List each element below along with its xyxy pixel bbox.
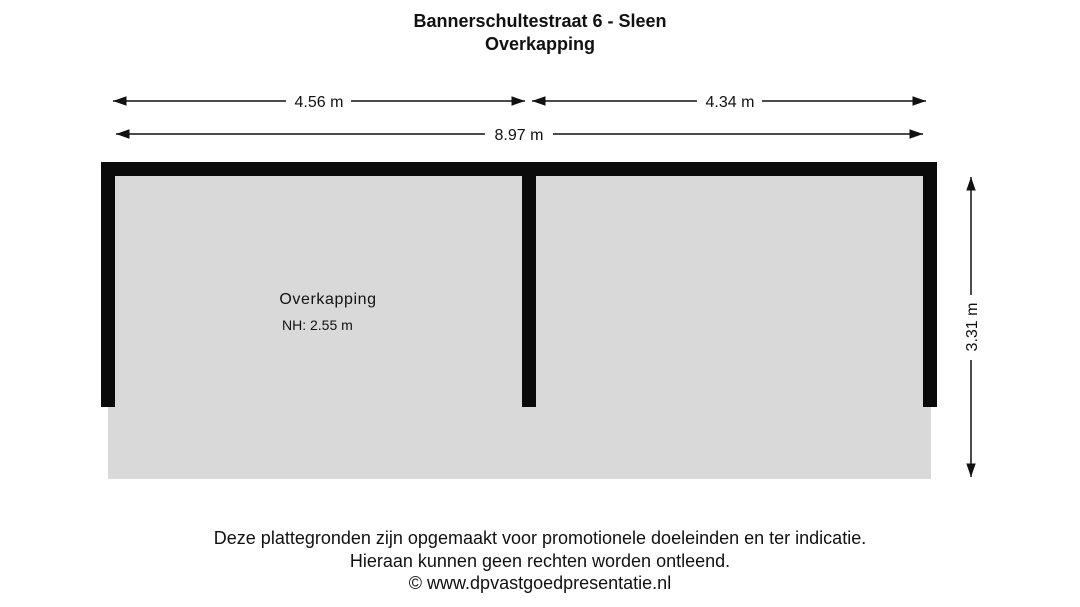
copyright-link[interactable]: © www.dpvastgoedpresentatie.nl xyxy=(408,573,672,593)
right-wall xyxy=(923,162,937,407)
floor-title: Overkapping xyxy=(484,34,596,54)
address-title: Bannerschultestraat 6 - Sleen xyxy=(413,11,667,31)
room-height: NH: 2.55 m xyxy=(282,317,353,333)
depth-label: 3.31 m xyxy=(964,302,981,352)
room-name: Overkapping xyxy=(279,291,377,308)
floor-area xyxy=(108,168,931,479)
right-width-label: 4.34 m xyxy=(705,94,755,111)
left-width-label: 4.56 m xyxy=(294,94,344,111)
left-wall xyxy=(101,162,115,407)
disclaimer-line-2: Hieraan kunnen geen rechten worden ontleend. xyxy=(349,551,731,571)
total-width-label: 8.97 m xyxy=(494,127,544,144)
middle-wall xyxy=(522,162,536,407)
top-wall xyxy=(101,162,937,176)
disclaimer-line-1: Deze plattegronden zijn opgemaakt voor promotionele doeleinden en ter indicatie. xyxy=(213,528,867,548)
